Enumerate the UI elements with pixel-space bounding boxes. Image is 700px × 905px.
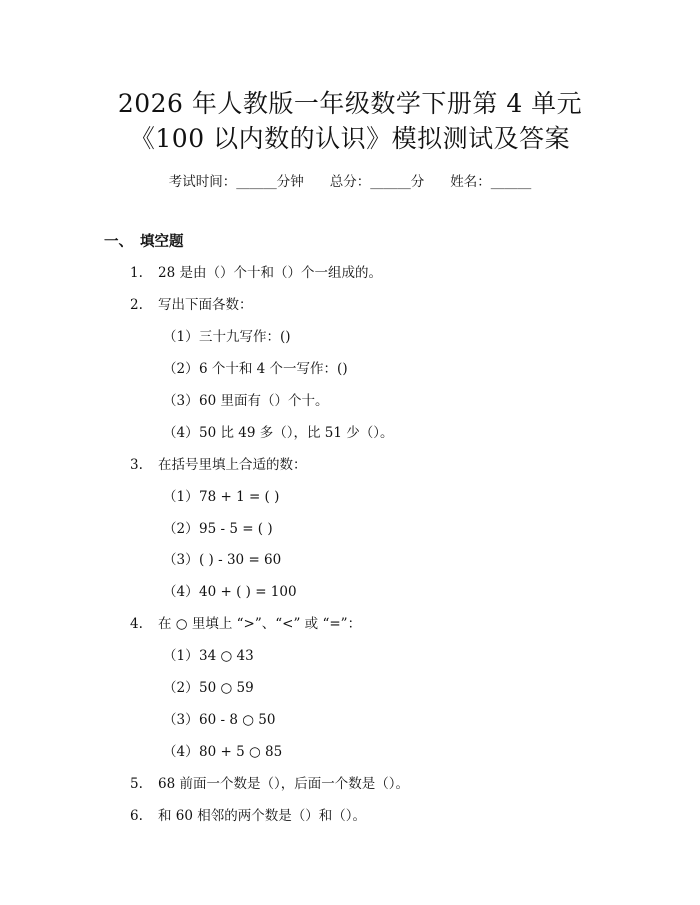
question-3 (130, 453, 307, 473)
document-title-line-1: 2026 年人教版一年级数学下册第 4 单元 (117, 89, 583, 118)
exam-time: 考试时间：______分钟 (168, 174, 304, 190)
sub-question-number: （3） (163, 712, 199, 728)
question-text: 和 60 相邻的两个数是（）和（）。 (158, 808, 367, 824)
sub-question-number: （2） (163, 521, 199, 537)
question-text: 写出下面各数： (158, 297, 253, 313)
sub-question (163, 421, 394, 441)
exam-score: 总分：______分 (329, 174, 425, 190)
sub-question-number: （1） (163, 489, 199, 505)
question-number: 6. (130, 808, 143, 824)
question-number: 5. (130, 776, 143, 792)
sub-question-number: （3） (163, 552, 199, 568)
sub-question-text: 50 ○ 59 (199, 680, 254, 696)
sub-question-number: （2） (163, 680, 199, 696)
sub-question-number: （1） (163, 648, 199, 664)
sub-question-text: 60 - 8 ○ 50 (199, 712, 276, 728)
sub-question (163, 517, 273, 537)
sub-question-number: （4） (163, 425, 199, 441)
question-number: 3. (130, 457, 143, 473)
sub-question-text: 60 里面有（）个十。 (199, 393, 329, 409)
sub-question-text: 95 - 5 = ( ) (199, 521, 273, 537)
sub-question-number: （3） (163, 393, 199, 409)
student-name: 姓名：______ (450, 174, 532, 190)
sub-question-text: 6 个十和 4 个一写作：() (199, 361, 348, 377)
question-text: 68 前面一个数是（），后面一个数是（）。 (158, 776, 409, 792)
question-number: 2. (130, 297, 143, 313)
question-text: 在括号里填上合适的数： (158, 457, 307, 473)
sub-question (163, 708, 275, 728)
sub-question (163, 357, 348, 377)
sub-question (163, 389, 328, 409)
sub-question (163, 740, 282, 760)
sub-question-number: （1） (163, 329, 199, 345)
question-number: 1. (130, 265, 143, 281)
sub-question-text: 34 ○ 43 (199, 648, 254, 664)
document-title-line-2: 《100 以内数的认识》模拟测试及答案 (129, 124, 571, 153)
sub-question-text: 50 比 49 多（），比 51 少（）。 (199, 425, 394, 441)
section-title: 填空题 (140, 233, 184, 250)
sub-question-number: （2） (163, 361, 199, 377)
sub-question (163, 485, 279, 505)
sub-question-text: 三十九写作：() (199, 329, 291, 345)
question-6 (130, 804, 366, 824)
sub-question (163, 580, 297, 600)
sub-question (163, 548, 281, 568)
sub-question (163, 325, 291, 345)
sub-question-number: （4） (163, 584, 199, 600)
sub-question-text: ( ) - 30 = 60 (199, 552, 282, 568)
question-1 (130, 261, 382, 281)
sub-question-text: 78 + 1 = ( ) (199, 489, 280, 505)
exam-meta (0, 170, 700, 190)
sub-question-text: 40 + ( ) = 100 (199, 584, 297, 600)
question-4 (130, 612, 361, 632)
section-number: 一、 (104, 233, 133, 250)
question-number: 4. (130, 616, 143, 632)
question-5 (130, 772, 409, 792)
section-heading (104, 230, 184, 251)
question-text: 在 ○ 里填上 “>”、“<” 或 “=”： (158, 616, 362, 632)
sub-question-text: 80 + 5 ○ 85 (199, 744, 283, 760)
sub-question-number: （4） (163, 744, 199, 760)
question-2 (130, 293, 253, 313)
question-text: 28 是由（）个十和（）个一组成的。 (158, 265, 382, 281)
sub-question (163, 644, 254, 664)
sub-question (163, 676, 254, 696)
